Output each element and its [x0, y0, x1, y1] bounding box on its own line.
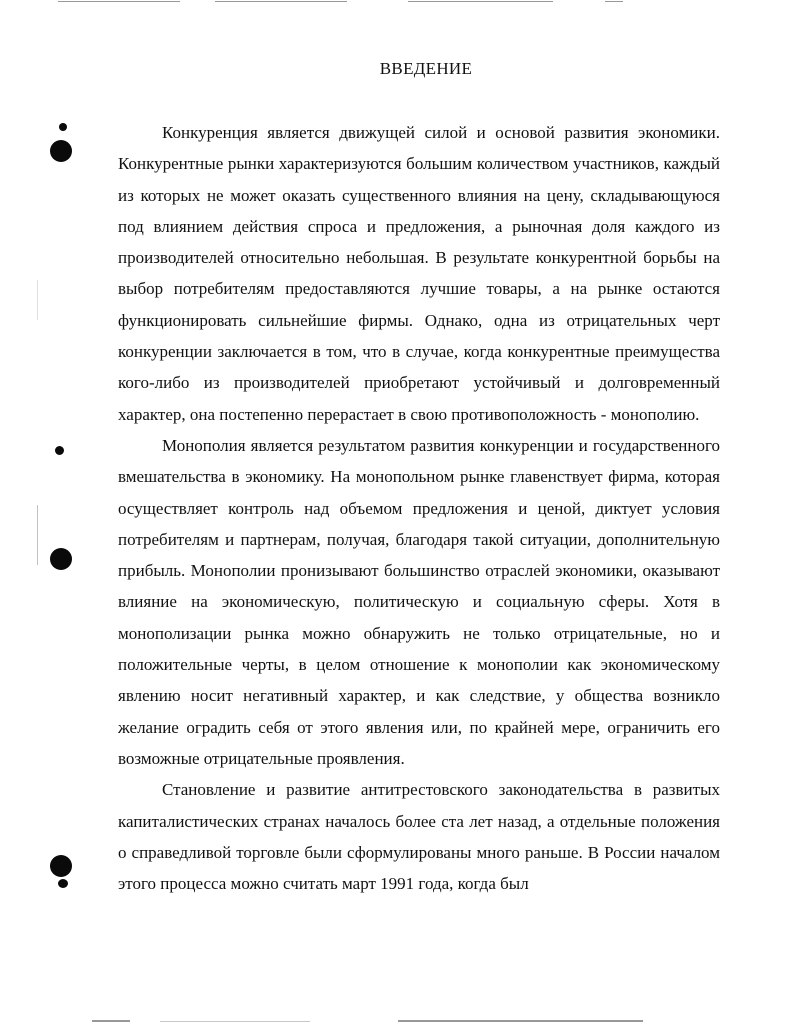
scan-edge-left-2	[37, 280, 38, 320]
punch-hole	[50, 855, 72, 877]
scan-edge-top-4	[605, 1, 623, 2]
page-title: ВВЕДЕНИЕ	[379, 59, 473, 78]
scan-edge-top-2	[215, 1, 347, 2]
paragraph: Монополия является результатом развития конкуренции и государственного вмешательства в экономику. На монопольном рынке главенствует фирма, которая осуществляет контроль над объемом предложения и ценой, диктует условия потребителям и партнерам, получая, благодаря такой ситуации, дополнительную прибыль. Монополии пронизывают большинство отраслей экономики, оказывают влияние на экономическую, политическую и социальную сферы. Хотя в монополизации рынка можно обнаружить не только отрицательные, но и положительные черты, в целом отношение к монополии как экономическому явлению носит негативный характер, и как следствие, у общества возникло желание оградить себя от этого явления или, по крайней мере, ограничить его возможные отрицательные проявления.	[118, 435, 720, 768]
punch-hole	[50, 140, 72, 162]
scan-edge-left	[37, 505, 38, 565]
punch-hole	[58, 879, 68, 888]
scan-edge-bottom-3	[160, 1021, 310, 1022]
scan-edge-top	[58, 1, 180, 2]
paragraph: Становление и развитие антитрестовского законодательства в развитых капиталистических странах началось более ста лет назад, а отдельные положения о справедливой торговле были сформулированы много раньше. В России началом этого процесса можно считать март 1991 года, когда был	[118, 780, 720, 894]
punch-hole	[55, 446, 64, 455]
scan-edge-top-3	[408, 1, 553, 2]
scan-edge-bottom	[92, 1020, 130, 1022]
paragraph: Конкуренция является движущей силой и основой развития экономики. Конкурентные рынки характеризуются большим количеством участников, каждый из которых не может оказать существенного влияния на цену, складывающуюся под влиянием действия спроса и предложения, а рыночная доля каждого из производителей относительно небольшая. В результате конкурентной борьбы на выбор потребителям предоставляются лучшие товары, а на рынке остаются функционировать сильнейшие фирмы. Однако, одна из отрицательных черт конкуренции заключается в том, что в случае, когда конкурентные преимущества кого-либо из производителей приобретают устойчивый и долговременный характер, она постепенно перерастает в свою противоположность - монополию.	[118, 123, 720, 424]
punch-hole	[50, 548, 72, 570]
punch-hole	[59, 123, 67, 131]
body-text	[118, 117, 720, 899]
scan-edge-bottom-2	[398, 1020, 643, 1022]
